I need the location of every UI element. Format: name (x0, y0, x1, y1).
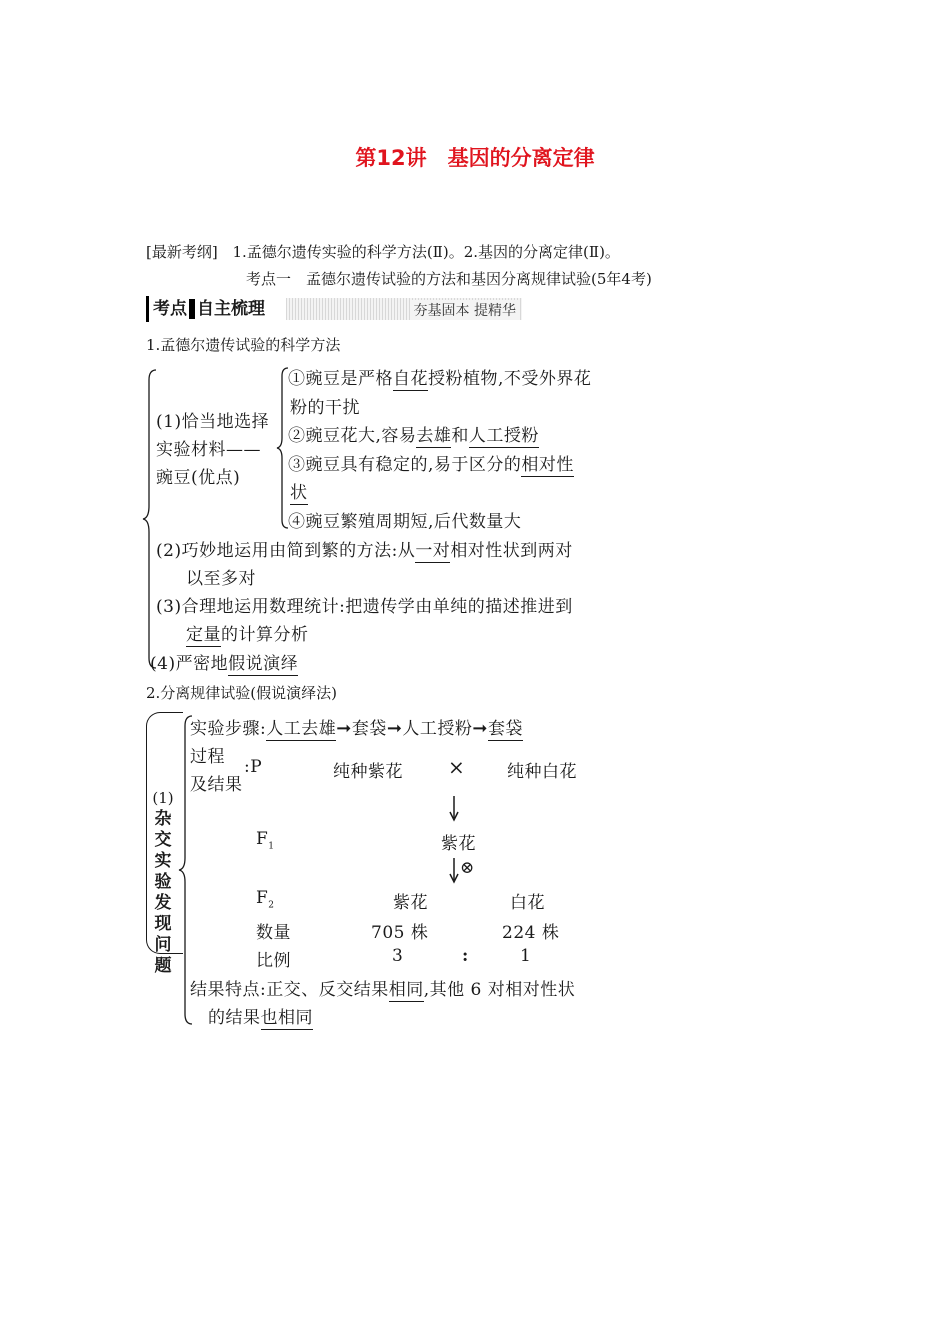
down-arrow-icon (448, 796, 460, 822)
outline-text: 1.孟德尔遗传实验的科学方法(Ⅱ)。2.基因的分离定律(Ⅱ)。 (232, 243, 620, 261)
step-rengongshoufen: 人工授粉 (402, 719, 473, 739)
arrow-right-icon: ➞ (472, 718, 489, 739)
ratio-white: 1 (520, 946, 532, 966)
item2-cont: 以至多对 (186, 569, 256, 589)
f2-purple: 紫花 (393, 893, 428, 913)
answer-quxiong: 去雄 (416, 426, 452, 446)
p-parent-a: 纯种紫花 (333, 762, 403, 782)
answer-rengongshoufen: 人工授粉 (468, 426, 539, 446)
answer-yexiangtong: 也相同 (260, 1008, 313, 1028)
f2-label: $F_2$ (256, 888, 275, 911)
step-taodai-answer: 套袋 (488, 719, 524, 739)
result-line: 结果特点:正交、反交结果相同,其他 6 对相对性状 (190, 980, 576, 1000)
ratio-label: 比例 (256, 951, 291, 971)
point-1: ①豌豆是严格自花授粉植物,不受外界花 (288, 369, 592, 389)
answer-jiashuoyanyi: 假说演绎 (228, 654, 299, 674)
f2-white: 白花 (510, 893, 545, 913)
f1-label: $F_1$ (256, 829, 275, 852)
banner-right (286, 298, 522, 320)
count-label: 数量 (256, 923, 291, 943)
ratio-purple: 3 (392, 946, 404, 966)
section2-heading: 2.分离规律试验(假说演绎法) (146, 684, 338, 702)
answer-zihua: 自花 (393, 369, 428, 389)
step-rengongquxiong: 人工去雄 (266, 719, 337, 739)
process-label: 过程 及结果 (190, 747, 243, 795)
item4: (4)严密地假说演绎 (150, 654, 299, 674)
banner-divider (189, 299, 195, 319)
banner-left-1: 考点 (153, 299, 187, 319)
answer-dingliang: 定量 (186, 625, 221, 645)
point-1-cont: 粉的干扰 (290, 398, 360, 418)
page-title: 第12讲 基因的分离定律 (355, 146, 595, 170)
item2: (2)巧妙地运用由简到繁的方法:从一对相对性状到两对 (156, 541, 573, 561)
f1-value: 紫花 (441, 834, 476, 854)
down-arrow-icon (448, 858, 460, 884)
outline-label: [最新考纲] (146, 243, 218, 261)
item3: (3)合理地运用数理统计:把遗传学由单纯的描述推进到 (156, 597, 573, 617)
banner-left (146, 296, 283, 322)
cross-icon: × (448, 755, 465, 779)
item1-brace (276, 366, 292, 530)
outline-line (146, 241, 620, 262)
answer-yidui: 一对 (415, 541, 451, 561)
answer-xiangduixing: 相对性 (521, 455, 574, 475)
section1-heading: 1.孟德尔遗传试验的科学方法 (146, 336, 341, 354)
arrow-right-icon: ➞ (336, 718, 352, 739)
step-taodai: 套袋 (351, 719, 387, 739)
item1-label: (1)恰当地选择 实验材料—— 豌豆(优点) (156, 412, 270, 488)
count-purple: 705 株 (371, 923, 429, 943)
point-4: ④豌豆繁殖周期短,后代数量大 (288, 512, 522, 532)
ratio-colon: : (462, 946, 469, 966)
point-3: ③豌豆具有稳定的,易于区分的相对性 (288, 455, 574, 475)
section-banner (146, 296, 522, 322)
kaodian-heading: 考点一 孟德尔遗传试验的方法和基因分离规律试验(5年4考) (246, 270, 652, 288)
p-parent-b: 纯种白花 (507, 762, 577, 782)
p-label: :P (244, 757, 263, 777)
item3-cont: 定量的计算分析 (186, 625, 309, 645)
point-2: ②豌豆花大,容易去雄和人工授粉 (288, 426, 539, 446)
steps-row: 实验步骤:人工去雄➞套袋➞人工授粉➞套袋 (190, 718, 524, 739)
banner-right-text: 夯基固本 提精华 (412, 300, 518, 320)
vertical-label: (1) 杂 交 实 验 发 现 问 题 (152, 789, 174, 976)
self-cross-icon: ⊗ (460, 858, 475, 878)
banner-left-2: 自主梳理 (197, 299, 265, 319)
answer-xiangtong: 相同 (388, 980, 424, 1000)
result-line-cont: 的结果也相同 (208, 1008, 313, 1028)
arrow-right-icon: ➞ (386, 718, 403, 739)
count-white: 224 株 (502, 923, 560, 943)
point-3-cont: 状 (290, 483, 308, 503)
